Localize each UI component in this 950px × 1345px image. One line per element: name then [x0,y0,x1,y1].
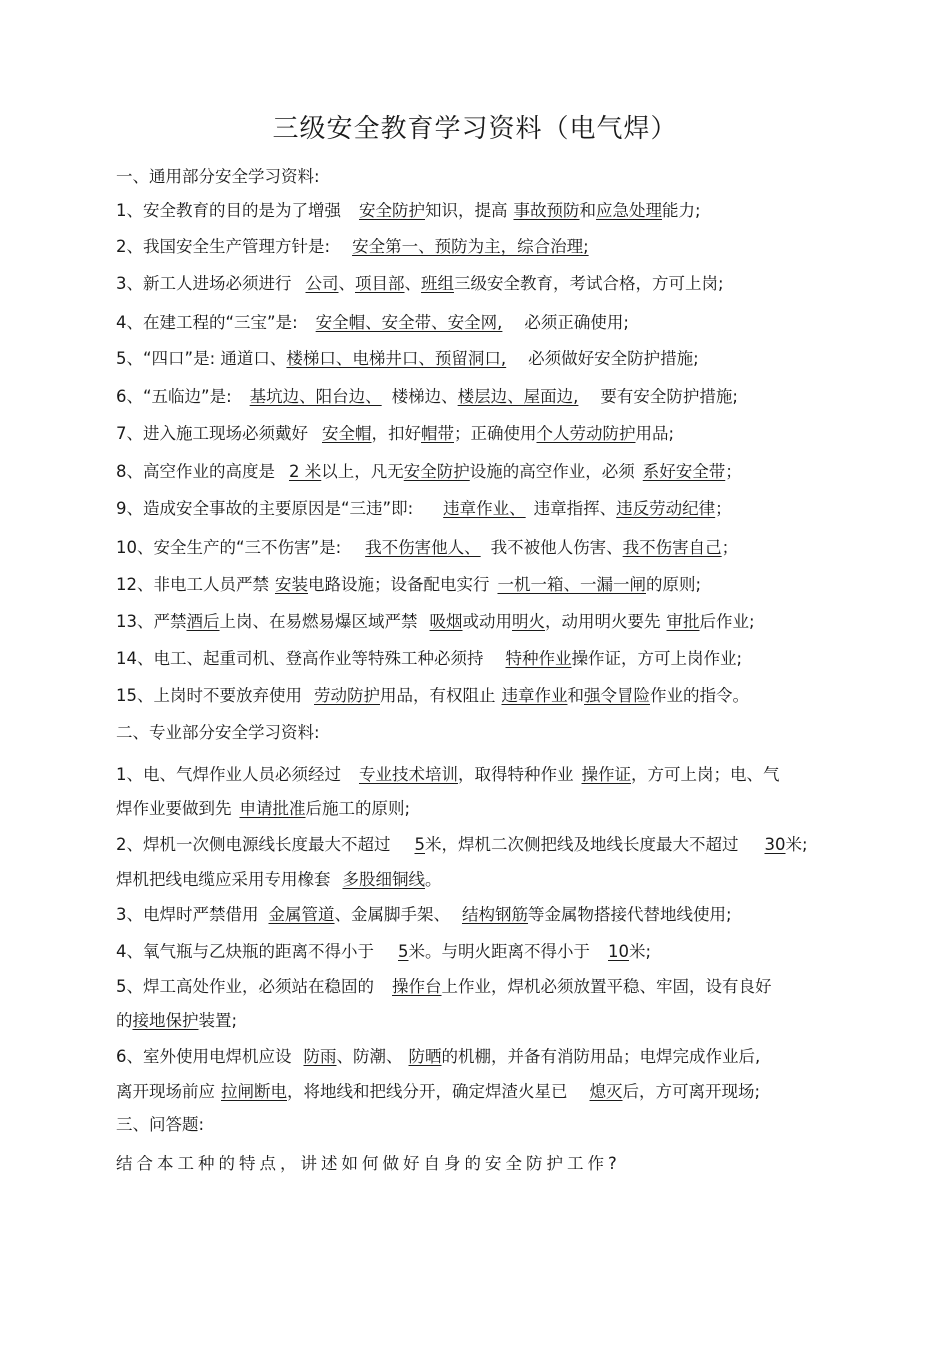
line-text: ，方可上岗；电、气 [631,765,780,784]
line-text: 5、焊工高处作业，必须站在稳固的 [116,977,374,996]
line-text: 2、我国安全生产管理方针是: [116,237,331,256]
text-line [116,200,701,222]
answer-blank: 安全帽、安全带、安全网, [315,313,503,332]
answer-blank: 金属管道 [268,905,335,924]
text-line [116,1153,621,1175]
text-line [116,166,320,188]
line-text: 1、电、气焊作业人员必须经过 [116,765,341,784]
line-text: 和 [579,201,596,220]
answer-blank: 安装 [275,575,308,594]
answer-blank: 应急处理 [596,201,662,220]
line-text: 、金属脚手架、 [334,905,450,924]
line-text: 离开现场前应 [116,1082,215,1101]
text-line [116,834,808,856]
line-text: 、 [338,274,355,293]
answer-blank: 安全防护 [359,201,425,220]
text-line [116,869,442,891]
line-text: 设施的高空作业，必须 [469,462,635,481]
line-text: ； [715,499,732,518]
text-line [116,904,732,926]
line-text: 以上，凡无 [321,462,404,481]
answer-blank: 违反劳动纪律 [616,499,716,518]
line-text: ；正确使用 [454,424,537,443]
text-line [116,941,651,963]
text-line [116,461,742,483]
answer-blank: 5 [414,835,425,854]
line-text: 必须正确使用; [524,313,629,332]
line-text: 6、室外使用电焊机应设 [116,1047,292,1066]
line-text: 能力; [662,201,701,220]
text-line [116,236,589,258]
line-text: 的 [116,1011,133,1030]
line-text: 后作业; [699,612,755,631]
answer-blank: 申请批准 [239,799,306,818]
line-text: 14、电工、起重司机、登高作业等特殊工种必须持 [116,649,484,668]
answer-blank: 防雨 [303,1047,337,1066]
line-text: 7、进入施工现场必须戴好 [116,424,308,443]
line-text: 装置; [198,1011,238,1030]
answer-blank: 审批 [666,612,700,631]
line-text: 。 [425,870,442,889]
line-text: 知识，提高 [425,201,508,220]
line-text: ，扣好 [371,424,421,443]
text-line [116,1010,237,1032]
answer-blank: 安全防护 [403,462,470,481]
line-text: 上作业，焊机必须放置平稳、牢固，设有良好 [441,977,772,996]
line-text: 、 [441,387,458,406]
answer-blank: 基坑边、阳台边、 [249,387,382,406]
text-line [116,1081,760,1103]
line-text: 用品，有权阻止 [380,686,496,705]
line-text: 米。与明火距离不得小于 [408,942,590,961]
line-text: 3、新工人进场必须进行 [116,274,292,293]
line-text: 或动用 [462,612,512,631]
answer-blank: 一机一箱、一漏一闸 [497,575,646,594]
line-text: 一、通用部分安全学习资料: [116,167,320,186]
line-text: 13、严禁 [116,612,187,631]
line-text: 三级安全教育，考试合格，方可上岗; [454,274,724,293]
text-line [116,685,749,707]
line-text: 9、造成安全事故的主要原因是“三违”即: [116,499,414,518]
answer-blank: 楼梯口、电梯井口、预留洞口, [286,349,507,368]
line-text: 2、焊机一次侧电源线长度最大不超过 [116,835,391,854]
answer-blank: 明火 [512,612,545,631]
answer-blank: 5 [398,942,409,961]
line-text: 二、专业部分安全学习资料: [116,723,320,742]
text-line [116,537,738,559]
answer-blank: 强令冒险 [584,686,650,705]
line-text: 4、氧气瓶与乙炔瓶的距离不得小于 [116,942,374,961]
line-text: 结合本工种的特点，讲述如何做好自身的安全防护工作? [116,1154,621,1173]
answer-blank: 帽带 [421,424,454,443]
answer-blank: 项目部 [355,274,405,293]
line-text: 的原则; [646,575,702,594]
line-text: 操作证，方可上岗作业; [571,649,743,668]
line-text: 4、在建工程的“三宝”是: [116,313,298,332]
text-line [116,648,742,670]
line-text: 、 [404,274,421,293]
answer-blank: 劳动防护 [314,686,380,705]
line-text: 3、电焊时严禁借用 [116,905,259,924]
line-text: 违章指挥 [533,499,600,518]
document-title: 三级安全教育学习资料（电气焊） [272,114,678,144]
line-text: 后，方可离开现场; [622,1082,761,1101]
answer-blank: 特种作业 [505,649,572,668]
line-text: 焊机把线电缆应采用专用橡套 [116,870,331,889]
text-line [116,798,410,820]
line-text: 5、“四口”是: 通道口 [116,349,270,368]
line-text: ，将地线和把线分开，确定焊渣火星已 [287,1082,568,1101]
answer-blank: 结构钢筋 [462,905,528,924]
answer-blank: 熄灭 [589,1082,623,1101]
text-line [116,386,738,408]
answer-blank: 违章作业、 [443,499,526,518]
line-text: 米; [785,835,808,854]
line-text: 上岗、在易燃易爆区域严禁 [219,612,418,631]
answer-blank: 酒后 [186,612,220,631]
line-text: 、 [599,499,617,518]
text-line [116,976,772,998]
text-line [116,574,701,596]
line-text: 楼梯边 [391,387,442,406]
line-text: 作业的指令。 [650,686,749,705]
line-text: 电路设施；设备配电实行 [308,575,490,594]
text-line [116,764,780,786]
answer-blank: 2 米 [289,462,322,481]
answer-blank: 拉闸断电 [221,1082,287,1101]
answer-blank: 公司 [305,274,339,293]
line-text: 必须做好安全防护措施; [528,349,699,368]
line-text: ，动用明火要先 [545,612,661,631]
answer-blank: 我不伤害他人、 [365,538,481,557]
answer-blank: 防晒 [408,1047,442,1066]
line-text: 1、安全教育的目的是为了增强 [116,201,341,220]
line-text: 6、“五临边”是: [116,387,232,406]
line-text: 12、非电工人员严禁 [116,575,269,594]
line-text: 8、高空作业的高度是 [116,462,275,481]
text-line [116,1114,204,1136]
line-text: 米，焊机二次侧把线及地线长度最大不超过 [425,835,739,854]
line-text: 、 [269,349,287,368]
answer-blank: 操作证 [581,765,631,784]
answer-blank: 接地保护 [132,1011,199,1030]
line-text: 15、上岗时不要放弃使用 [116,686,302,705]
text-line [116,1046,760,1068]
answer-blank: 吸烟 [429,612,463,631]
text-line [116,273,724,295]
answer-blank: 事故预防 [513,201,580,220]
line-text: 三、问答题: [116,1115,205,1134]
text-line [116,722,320,744]
line-text: ，取得特种作业 [458,765,574,784]
line-text: 10、安全生产的“三不伤害”是: [116,538,342,557]
answer-blank: 安全帽 [322,424,372,443]
answer-blank: 30 [764,835,786,854]
text-line [116,348,699,370]
answer-blank: 多股细铜线 [342,870,425,889]
text-line [116,312,629,334]
answer-blank: 楼层边、屋面边, [457,387,579,406]
text-line [116,423,674,445]
answer-blank: 班组 [421,274,454,293]
answer-blank: 10 [608,942,629,961]
line-text: 焊作业要做到先 [116,799,232,818]
line-text: 后施工的原则; [305,799,411,818]
answer-blank: 个人劳动防护 [536,424,636,443]
line-text: 米; [629,942,652,961]
line-text: ； [721,538,739,557]
answer-blank: 我不伤害自己 [622,538,722,557]
line-text: 和 [567,686,584,705]
line-text: 等金属物搭接代替地线使用; [528,905,732,924]
answer-blank: 专业技术培训 [359,765,458,784]
line-text: 我不被他人伤害 [490,538,607,557]
text-line [116,611,755,633]
line-text: 用品; [635,424,675,443]
answer-blank: 安全第一、预防为主，综合治理; [352,237,589,256]
line-text: ； [725,462,742,481]
answer-blank: 系好安全带 [642,462,726,481]
line-text: 、防潮、 [336,1047,403,1066]
text-line [116,498,732,520]
answer-blank: 操作台 [392,977,442,996]
line-text: 要有安全防护措施; [600,387,738,406]
answer-blank: 违章作业 [501,686,568,705]
line-text: 的机棚，并备有消防用品；电焊完成作业后, [441,1047,761,1066]
line-text: 、 [606,538,623,557]
